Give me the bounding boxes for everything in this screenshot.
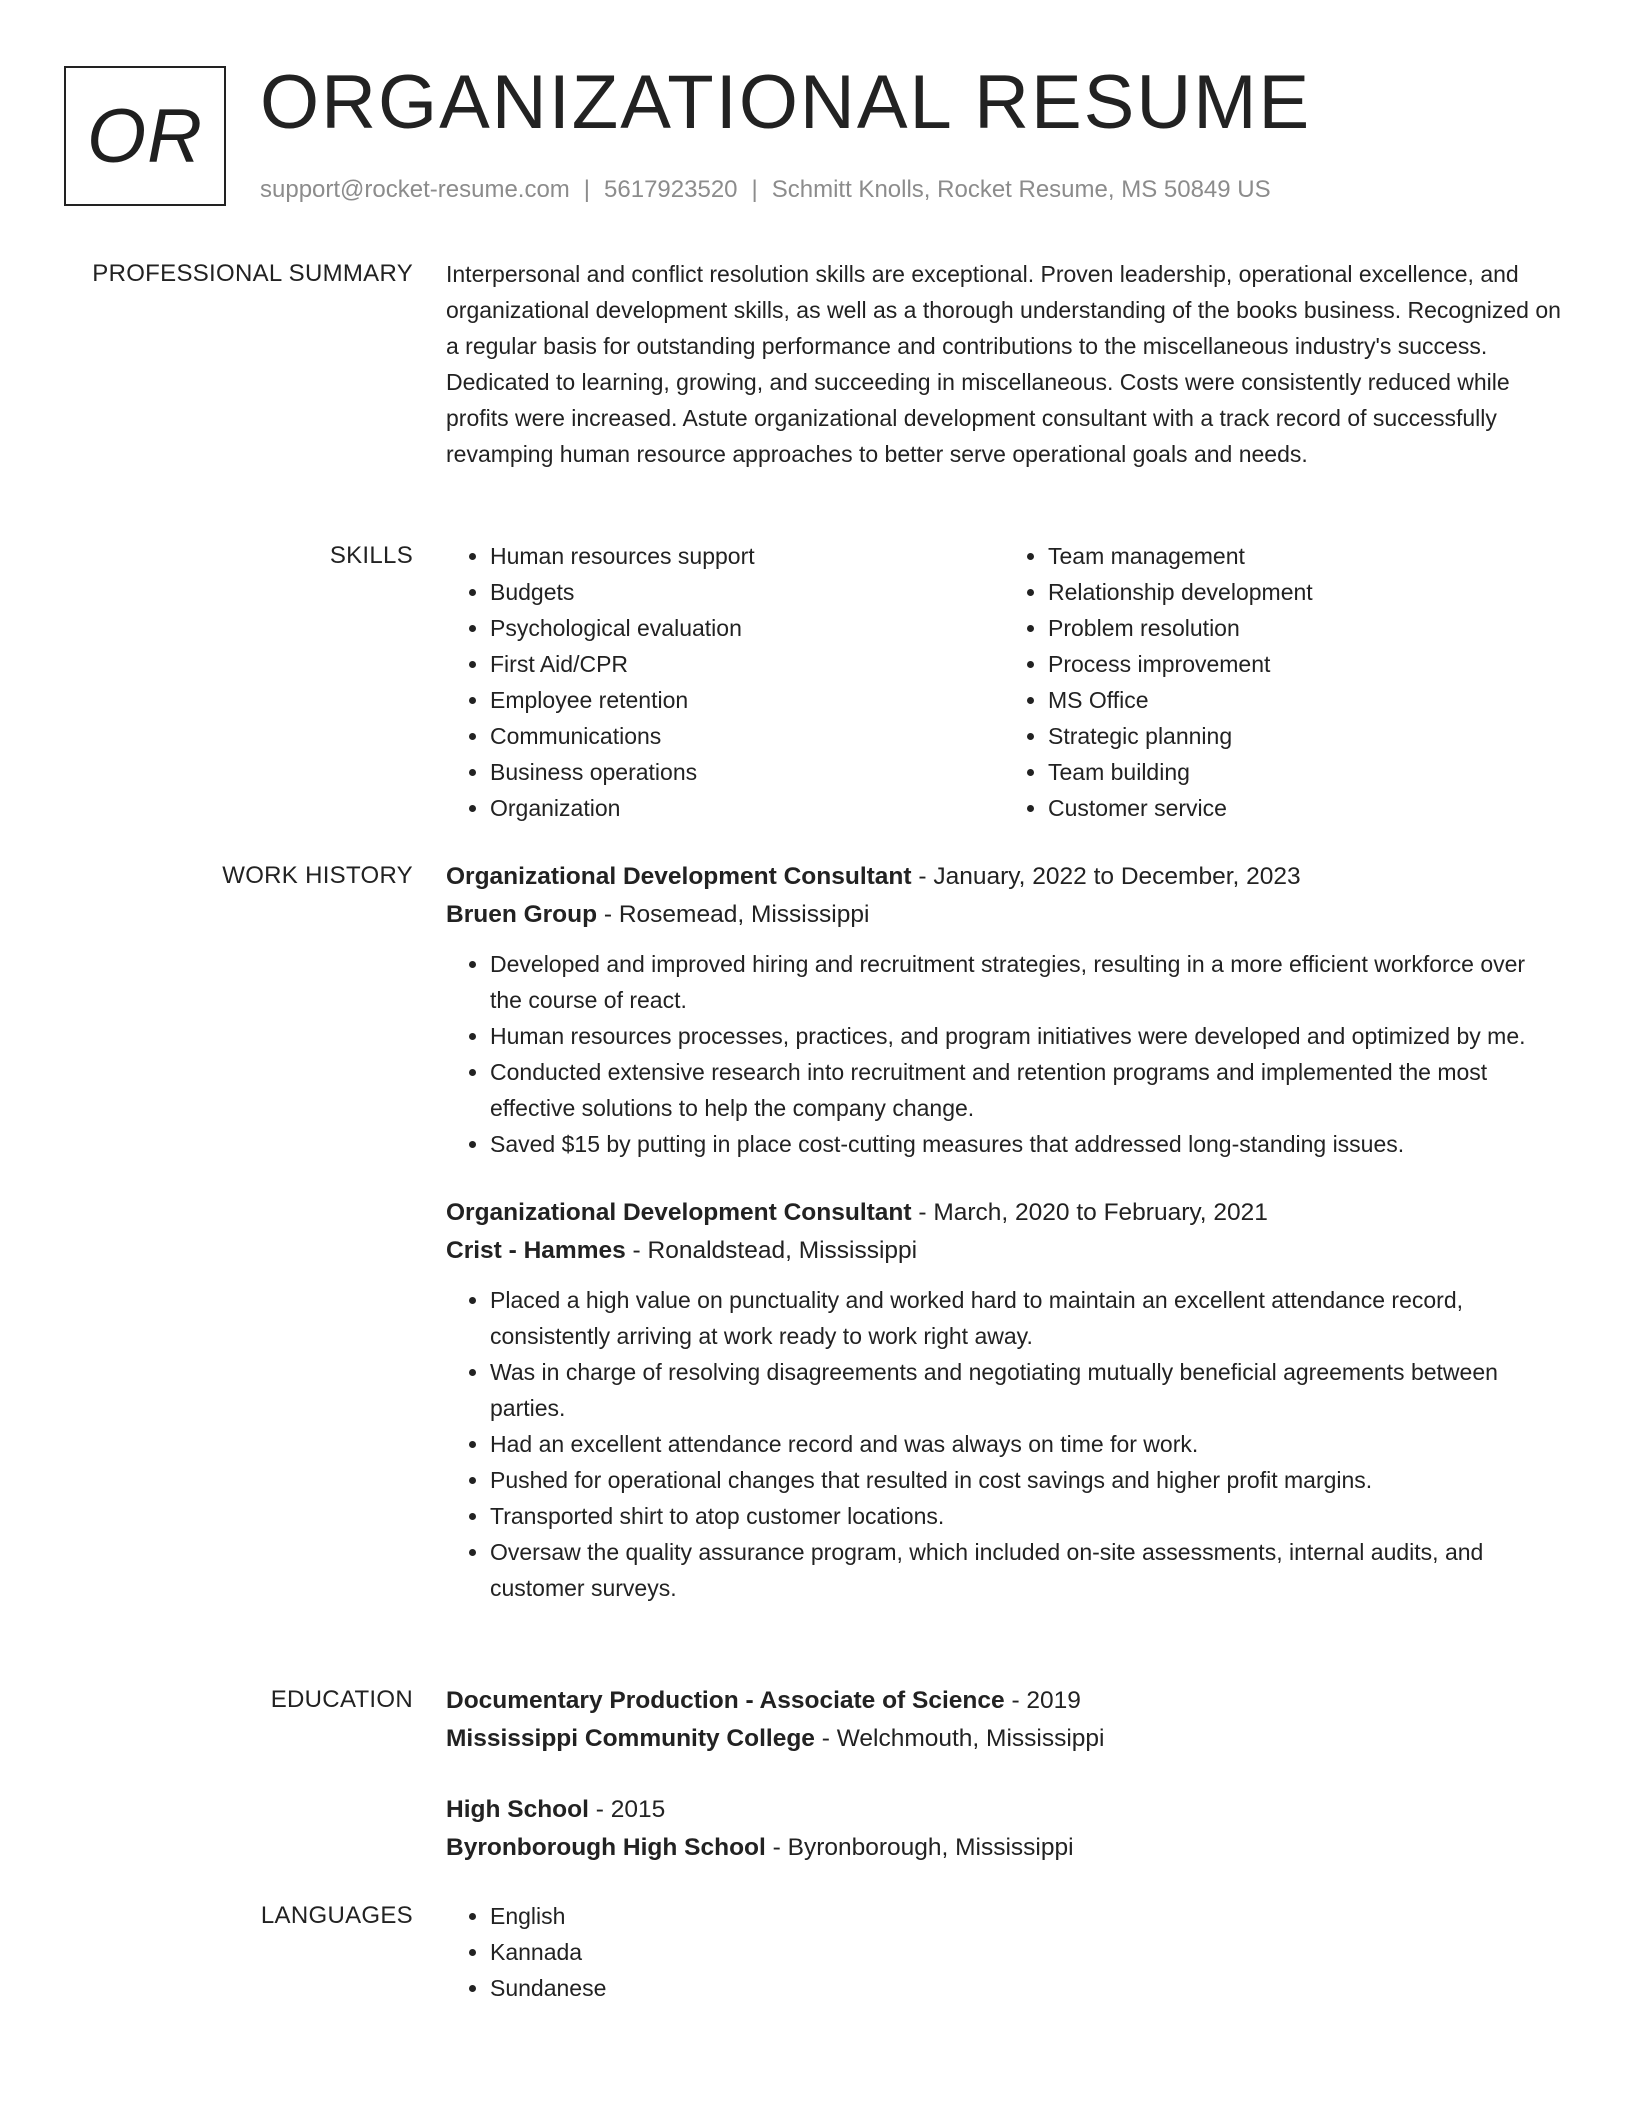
skills-heading: SKILLS (329, 542, 413, 569)
skill-item: • Relationship development (1048, 574, 1562, 610)
skill-item: • Team management (1048, 538, 1562, 574)
job-bullet: • Saved $15 by putting in place cost-cutting measures that addressed long-standing issues. (490, 1126, 1562, 1162)
resume-title: ORGANIZATIONAL RESUME (260, 60, 1312, 145)
languages-body (446, 1898, 1562, 2006)
education-heading: EDUCATION (270, 1686, 413, 1713)
job-bullet: • Oversaw the quality assurance program, which included on-site assessments, internal audits, and customer surveys. (490, 1534, 1562, 1606)
job-bullet: • Was in charge of resolving disagreements and negotiating mutually beneficial agreements between parties. (490, 1354, 1562, 1426)
job-role: Organizational Development Consultant (446, 1199, 912, 1226)
skill-item: • Budgets (490, 574, 1004, 610)
contact-separator: | (751, 176, 758, 203)
skill-item: • Strategic planning (1048, 718, 1562, 754)
job-dates: - March, 2020 to February, 2021 (911, 1199, 1268, 1226)
skill-item: • MS Office (1048, 682, 1562, 718)
job-entry (446, 858, 1562, 1162)
degree-line (446, 1791, 1562, 1829)
languages-list (446, 1898, 1562, 2006)
job-bullet-list (446, 1282, 1562, 1606)
work-history-heading: WORK HISTORY (222, 862, 413, 889)
school-name: Byronborough High School (446, 1834, 766, 1861)
job-company-line (446, 1232, 1562, 1270)
degree-line (446, 1682, 1562, 1720)
skills-list-right (1004, 538, 1562, 826)
job-bullet: • Transported shirt to atop customer locations. (490, 1498, 1562, 1534)
skill-item: • Human resources support (490, 538, 1004, 574)
job-role: Organizational Development Consultant (446, 863, 912, 890)
degree-name: Documentary Production - Associate of Science (446, 1687, 1005, 1714)
language-item: • Sundanese (490, 1970, 1562, 2006)
languages-heading: LANGUAGES (260, 1902, 413, 1929)
job-bullet-list (446, 946, 1562, 1162)
skill-item: • Business operations (490, 754, 1004, 790)
job-bullet: • Developed and improved hiring and recruitment strategies, resulting in a more efficient workforce over the course of react. (490, 946, 1562, 1018)
education-entry (446, 1791, 1562, 1867)
skill-item: • Organization (490, 790, 1004, 826)
degree-name: High School (446, 1796, 589, 1823)
contact-line (260, 174, 1271, 206)
job-company-line (446, 896, 1562, 934)
skill-item: • Psychological evaluation (490, 610, 1004, 646)
work-history-body (446, 858, 1562, 1606)
summary-text: Interpersonal and conflict resolution skills are exceptional. Proven leadership, operational excellence, and organizational development skills, as well as a thorough understanding of the books business. Recognized on a regular basis for outstanding performance and contributions to the miscellaneous industry's success. Dedicated to learning, growing, and succeeding in miscellaneous. Costs were consistently reduced while profits were increased. Astute organizational development consultant with a track record of successfully revamping human resource approaches to better serve operational goals and needs. (446, 261, 1561, 467)
job-location: - Ronaldstead, Mississippi (625, 1237, 918, 1264)
job-title-line (446, 1194, 1562, 1232)
skill-item: • Customer service (1048, 790, 1562, 826)
language-item: • Kannada (490, 1934, 1562, 1970)
skill-item: • Communications (490, 718, 1004, 754)
degree-year: - 2019 (1004, 1687, 1081, 1714)
job-bullet: • Placed a high value on punctuality and worked hard to maintain an excellent attendance record, consistently arriving at work ready to work right away. (490, 1282, 1562, 1354)
skills-list-left (446, 538, 1004, 826)
skill-item: • Team building (1048, 754, 1562, 790)
contact-email[interactable]: support@rocket-resume.com (260, 176, 570, 203)
contact-separator: | (583, 176, 591, 203)
job-entry (446, 1194, 1562, 1606)
job-dates: - January, 2022 to December, 2023 (911, 863, 1301, 890)
skill-item: • Problem resolution (1048, 610, 1562, 646)
summary-body (446, 256, 1562, 472)
school-name: Mississippi Community College (446, 1725, 815, 1752)
language-item: • English (490, 1898, 1562, 1934)
job-location: - Rosemead, Mississippi (597, 901, 870, 928)
school-line (446, 1720, 1562, 1758)
job-company: Crist - Hammes (446, 1237, 626, 1264)
job-company: Bruen Group (446, 901, 598, 928)
contact-address: Schmitt Knolls, Rocket Resume, MS 50849 US (771, 176, 1271, 203)
education-body (446, 1682, 1562, 1867)
degree-year: - 2015 (588, 1796, 666, 1823)
job-bullet: • Had an excellent attendance record and was always on time for work. (490, 1426, 1562, 1462)
skill-item: • Employee retention (490, 682, 1004, 718)
summary-heading: PROFESSIONAL SUMMARY (92, 260, 413, 287)
school-line (446, 1829, 1562, 1867)
skill-item: • First Aid/CPR (490, 646, 1004, 682)
school-location: - Welchmouth, Mississippi (814, 1725, 1105, 1752)
skills-body (446, 538, 1562, 826)
job-bullet: • Human resources processes, practices, and program initiatives were developed and optimized by me. (490, 1018, 1562, 1054)
job-bullet: • Conducted extensive research into recruitment and retention programs and implemented the most effective solutions to help the company change. (490, 1054, 1562, 1126)
school-location: - Byronborough, Mississippi (765, 1834, 1074, 1861)
contact-phone[interactable]: 5617923520 (604, 176, 738, 203)
job-title-line (446, 858, 1562, 896)
skill-item: • Process improvement (1048, 646, 1562, 682)
education-entry (446, 1682, 1562, 1758)
job-bullet: • Pushed for operational changes that resulted in cost savings and higher profit margins. (490, 1462, 1562, 1498)
monogram-logo: OR (64, 66, 226, 206)
